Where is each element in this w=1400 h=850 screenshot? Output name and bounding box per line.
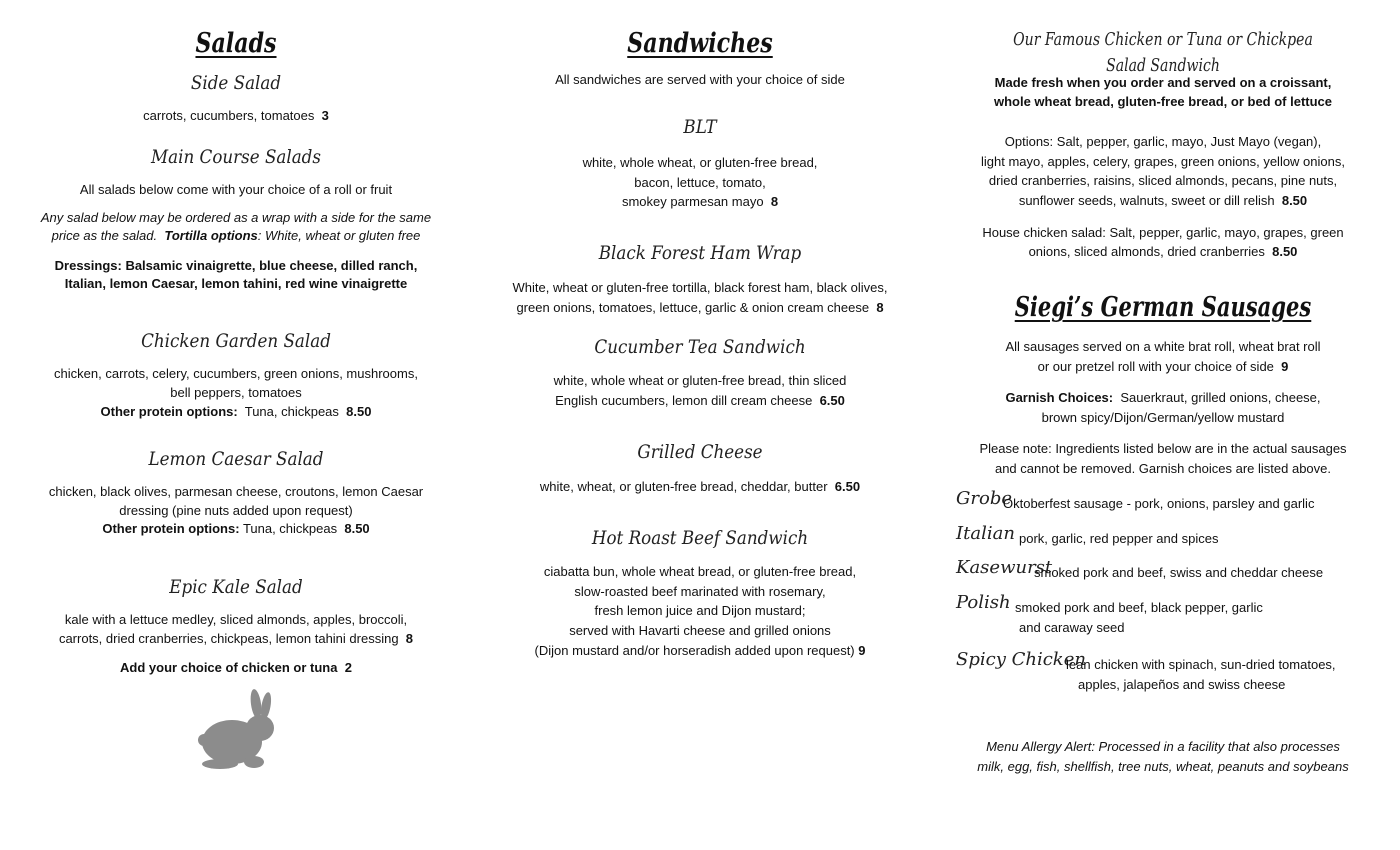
main-course-salads-name: Main Course Salads bbox=[151, 146, 321, 168]
allergy-line1: Menu Allergy Alert: Processed in a facility that also processes bbox=[986, 739, 1340, 754]
house-chicken-line2: onions, sliced almonds, dried cranberries 8.50 bbox=[1028, 244, 1298, 259]
sausages-title: Siegi’s German Sausages bbox=[1014, 292, 1312, 323]
chicken-garden-line2: bell peppers, tomatoes bbox=[170, 385, 302, 400]
sausage-desc-line2: and caraway seed bbox=[1019, 620, 1125, 635]
sausage-desc-line2: apples, jalapeños and swiss cheese bbox=[1078, 677, 1286, 692]
epic-kale-salad-name: Epic Kale Salad bbox=[169, 576, 303, 598]
grilled-cheese-price: 6.50 bbox=[834, 479, 861, 494]
chicken-garden-salad-name: Chicken Garden Salad bbox=[141, 330, 331, 352]
famous-bold-line1: Made fresh when you order and served on a croissant, bbox=[994, 75, 1332, 90]
sausage-name: Grobe bbox=[956, 488, 1012, 509]
rabbit-silhouette-icon bbox=[198, 688, 278, 770]
sausages-intro-line1: All sausages served on a white brat roll, wheat brat roll bbox=[1005, 339, 1321, 354]
famous-sandwich-name: Our Famous Chicken or Tuna or Chickpea Salad Sandwich bbox=[1013, 29, 1313, 76]
famous-options-price: 8.50 bbox=[1281, 193, 1308, 208]
epic-kale-line2: carrots, dried cranberries, chickpeas, lemon tahini dressing 8 bbox=[58, 631, 414, 646]
cucumber-price: 6.50 bbox=[819, 393, 845, 408]
grilled-cheese-name: Grilled Cheese bbox=[637, 441, 763, 463]
epic-kale-addon: Add your choice of chicken or tuna 2 bbox=[120, 660, 352, 675]
sausages-note-line1: Please note: Ingredients listed below are in the actual sausages bbox=[979, 441, 1347, 456]
grilled-cheese-line1: white, wheat, or gluten-free bread, cheddar, butter 6.50 bbox=[539, 479, 861, 494]
sausages-intro-line2: or our pretzel roll with your choice of side 9 bbox=[1037, 359, 1289, 374]
side-salad-desc: carrots, cucumbers, tomatoes 3 bbox=[143, 108, 329, 123]
sausage-name: Polish bbox=[956, 592, 1011, 613]
roast-beef-name: Hot Roast Beef Sandwich bbox=[591, 527, 809, 549]
famous-options-line2: light mayo, apples, celery, grapes, green onions, yellow onions, bbox=[981, 154, 1345, 169]
dressings-line2: Italian, lemon Caesar, lemon tahini, red wine vinaigrette bbox=[64, 276, 408, 291]
famous-options-line1: Options: Salt, pepper, garlic, mayo, Just Mayo (vegan), bbox=[1004, 134, 1322, 149]
lemon-caesar-line1: chicken, black olives, parmesan cheese, croutons, lemon Caesar bbox=[48, 484, 424, 499]
blt-name: BLT bbox=[683, 116, 717, 138]
famous-bold-line2: whole wheat bread, gluten-free bread, or bed of lettuce bbox=[993, 94, 1333, 109]
sausage-desc: lean chicken with spinach, sun-dried tomatoes, bbox=[1066, 657, 1336, 672]
roast-beef-line1: ciabatta bun, whole wheat bread, or gluten-free bread, bbox=[543, 564, 857, 579]
ham-wrap-price: 8 bbox=[876, 300, 884, 315]
cucumber-line2: English cucumbers, lemon dill cream cheese 6.50 bbox=[555, 393, 845, 408]
roast-beef-price: 9 bbox=[858, 643, 866, 658]
cucumber-line1: white, whole wheat or gluten-free bread, thin sliced bbox=[553, 373, 847, 388]
sandwiches-title: Sandwiches bbox=[627, 28, 773, 59]
house-chicken-price: 8.50 bbox=[1272, 244, 1298, 259]
sausage-name: Kasewurst bbox=[956, 557, 1053, 578]
blt-line3: smokey parmesan mayo 8 bbox=[621, 194, 779, 209]
famous-options-line4: sunflower seeds, walnuts, sweet or dill relish 8.50 bbox=[1018, 193, 1308, 208]
sausage-name: Spicy Chicken bbox=[956, 649, 1086, 670]
chicken-garden-line1: chicken, carrots, celery, cucumbers, green onions, mushrooms, bbox=[54, 366, 418, 381]
house-chicken-line1: House chicken salad: Salt, pepper, garlic, mayo, grapes, green bbox=[982, 225, 1344, 240]
blt-line1: white, whole wheat, or gluten-free bread, bbox=[582, 155, 818, 170]
lemon-caesar-salad-name: Lemon Caesar Salad bbox=[148, 448, 324, 470]
sandwiches-intro: All sandwiches are served with your choice of side bbox=[555, 72, 845, 87]
ham-wrap-line2: green onions, tomatoes, lettuce, garlic & onion cream cheese 8 bbox=[516, 300, 884, 315]
ham-wrap-name: Black Forest Ham Wrap bbox=[598, 242, 802, 264]
dressings-line1: Dressings: Balsamic vinaigrette, blue cheese, dilled ranch, bbox=[54, 258, 418, 273]
famous-options-line3: dried cranberries, raisins, sliced almonds, pecans, pine nuts, bbox=[988, 173, 1338, 188]
main-course-note: All salads below come with your choice of a roll or fruit bbox=[79, 182, 393, 197]
allergy-line2: milk, egg, fish, shellfish, tree nuts, wheat, peanuts and soybeans bbox=[977, 759, 1349, 774]
epic-kale-line1: kale with a lettuce medley, sliced almonds, apples, broccoli, bbox=[64, 612, 408, 627]
roast-beef-line2: slow-roasted beef marinated with rosemary, bbox=[574, 584, 826, 599]
salads-title: Salads bbox=[195, 28, 277, 59]
sausages-note-line2: and cannot be removed. Garnish choices are listed above. bbox=[994, 461, 1332, 476]
wrap-note-line1: Any salad below may be ordered as a wrap with a side for the same bbox=[40, 210, 432, 225]
chicken-garden-price: 8.50 bbox=[346, 404, 372, 419]
sausages-price: 9 bbox=[1281, 359, 1289, 374]
roast-beef-line3: fresh lemon juice and Dijon mustard; bbox=[594, 603, 806, 618]
lemon-caesar-line2: dressing (pine nuts added upon request) bbox=[119, 503, 353, 518]
epic-kale-price: 8 bbox=[405, 631, 414, 646]
garnish-line2: brown spicy/Dijon/German/yellow mustard bbox=[1041, 410, 1285, 425]
wrap-note-line2: price as the salad. Tortilla options: White, wheat or gluten free bbox=[51, 228, 421, 243]
blt-price: 8 bbox=[770, 194, 779, 209]
roast-beef-line5: (Dijon mustard and/or horseradish added upon request) 9 bbox=[534, 643, 866, 658]
chicken-garden-protein: Other protein options: Tuna, chickpeas 8.50 bbox=[100, 404, 372, 419]
lemon-caesar-protein: Other protein options: Tuna, chickpeas 8.50 bbox=[102, 521, 370, 536]
cucumber-sandwich-name: Cucumber Tea Sandwich bbox=[594, 336, 806, 358]
sausage-desc: pork, garlic, red pepper and spices bbox=[1019, 531, 1219, 546]
blt-line2: bacon, lettuce, tomato, bbox=[634, 175, 766, 190]
side-salad-price: 3 bbox=[321, 108, 329, 123]
lemon-caesar-price: 8.50 bbox=[344, 521, 370, 536]
side-salad-name: Side Salad bbox=[190, 72, 282, 94]
sausage-desc: smoked pork and beef, black pepper, garlic bbox=[1015, 600, 1263, 615]
sausage-desc: Oktoberfest sausage - pork, onions, parsley and garlic bbox=[1003, 496, 1315, 511]
roast-beef-line4: served with Havarti cheese and grilled onions bbox=[569, 623, 831, 638]
ham-wrap-line1: White, wheat or gluten-free tortilla, black forest ham, black olives, bbox=[512, 280, 888, 295]
sausage-desc: smoked pork and beef, swiss and cheddar cheese bbox=[1034, 565, 1324, 580]
sausage-name: Italian bbox=[956, 523, 1015, 544]
garnish-line1: Garnish Choices: Sauerkraut, grilled onions, cheese, bbox=[1005, 390, 1321, 405]
